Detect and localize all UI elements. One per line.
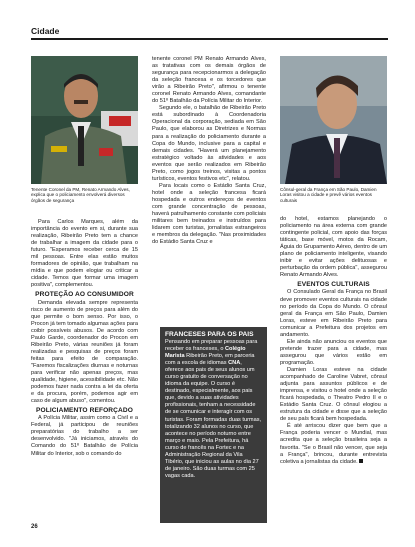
- sidebar-box: [160, 327, 267, 523]
- paragraph: O Consulado Geral da França no Brasil deve promover eventos culturais na cidade no período da Copa do Mundo. O cônsul geral da França em São Paulo, Damien Loras, esteve em Ribeirão Preto para comunicar a Prefeitura dos projetos em andamento.: [280, 289, 387, 338]
- paragraph: Demanda elevada sempre representa risco de aumento de preços para além do que permite o bom senso. Por isso, o Procon já tem tomado algumas ações para coibir possíveis abusos. De acordo com Paulo Garde, coordenador do Procon em Ribeirão Preto, várias reuniões já foram realizadas e pesquisas de preços foram feitas para efeito de comparação. "Faremos fiscalizações diurnas e noturnas para verificar não apenas preços, mas qualidade, higiene, acessibilidade etc. Não podemos fazer nada contra a lei da oferta e da procura, porém, podemos agir em caso de algum abuso", comentou.: [31, 299, 138, 405]
- column-2: [152, 56, 266, 246]
- photo-officer: [31, 56, 138, 184]
- consul-image: [280, 56, 387, 184]
- paragraph: Ele ainda não anunciou os eventos que pretende trazer para a cidade, mas assegurou que vários estão em programação.: [280, 338, 387, 366]
- sidebar-text: Pensando em preparar pessoas para receber os franceses, o Colégio Marista Ribeirão Preto, em parceria com a escola de idiomas CNA, oferece aos pais de seus alunos um curso gratuito de conversação no idioma da equipe. O curso é destinado, especialmente, aos pais que, devido a suas atividades profissionais, tenham a necessidade de se comunicar e interagir com os turistas. Foram formadas duas turmas, totalizando 32 alunos no curso, que acontece no período noturno entre março e maio. Pela Prefeitura, há curso de francês na Fortec e na Administração Regional da Vila Tibério, que iniciou as aulas no dia 27 de janeiro. São duas turmas com 25 vagas cada.: [165, 339, 262, 479]
- paragraph: Damien Loras esteve na cidade acompanhado de Caroline Vabret, cônsul adjunta para assuntos públicos e de imprensa, e visitou o hotel onde a seleção ficará hospedada, o Theatro Pedro II e o Estádio Santa Cruz. O cônsul elogiou a estrutura da cidade e disse que a seleção de seu país ficará bem hospedada.: [280, 366, 387, 423]
- subhead-consumer: PROTEÇÃO AO CONSUMIDOR: [35, 291, 134, 299]
- photo-consul-caption: Cônsul-geral da França em São Paulo, Damien Loras visitou a cidade e prevê vários eventos culturais: [280, 187, 377, 203]
- paragraph: Segundo ele, o batalhão de Ribeirão Preto está subordinado à Coordenadoria Operacional da corporação, sediada em São Paulo, que elaborou as Diretrizes e Normas para a realização do policiamento durante a Copa do Mundo, inclusive para a capital e demais cidades. "Haverá um planejamento estratégico voltado às atividades e aos eventos que serão realizados em Ribeirão Preto, como jogos treinos, visitas a pontos turísticos, eventos festivos etc", relatou.: [152, 105, 266, 182]
- sidebar-title: FRANCESES PARA OS PAIS: [165, 331, 254, 338]
- paragraph-last: É até arriscou dizer que bem que a França poderia vencer o Mundial, mas acredita que a seleção brasileira seja a favorita. "Se o Brasil não vencer, que seja a França", brincou, durante entrevista coletiva a jornalistas da cidade.: [280, 423, 387, 465]
- column-3: [280, 216, 387, 466]
- paragraph: tenente coronel PM Renato Armando Alves, as tratativas com os demais órgãos de segurança para recepcionarmos a delegação da seleção francesa e os torcedores que virão a Ribeirão Preto", afirmou o tenente coronel Renato Armando Alves, comandante do 51º Batalhão da Polícia Militar do Interior.: [152, 56, 266, 105]
- subhead-cultural-events: EVENTOS CULTURAIS: [297, 281, 370, 289]
- section-title: Cidade: [31, 26, 60, 36]
- paragraph: do hotel, estamos planejando o policiamento na área externa com grande contingente policial, com apoio das forças táticas, base móvel, motos da Rocam, Águia do Grupamento Aéreo, dentro de um plano de policiamento inteligente, visando inibir e evitar ações delituosas e perturbação da ordem pública", assegurou Renato Armando Alves.: [280, 216, 387, 279]
- column-1: [31, 219, 138, 458]
- page-number: 26: [31, 524, 38, 530]
- paragraph: Para locais como o Estádio Santa Cruz, hotel onde a seleção francesa ficará hospedada e outros endereços de eventos com grande concentração de pessoas, haverá patrulhamento constante com policiais militares bem treinados e instruídos para lidarem com turistas, jornalistas estrangeiros e membros da delegação. "Nas proximidades do Estádio Santa Cruz e: [152, 182, 266, 246]
- end-of-article-square-icon: [359, 459, 363, 463]
- paragraph: A Polícia Militar, assim como a Civil e a Federal, já participou de reuniões preparatórias do trabalho a ser desenvolvido. "Já iniciamos, através do Comando do 51º Batalhão de Polícia Militar do Interior, sob o comando do: [31, 415, 138, 457]
- officer-image: [31, 56, 138, 184]
- subhead-policing: POLICIAMENTO REFORÇADO: [36, 407, 133, 415]
- photo-consul: [280, 56, 387, 184]
- photo-officer-caption: Tenente Coronel da PM, Renato Armando Alves, explica que o policiamento envolverá diversos órgãos de segurança: [31, 187, 130, 203]
- section-rule: [31, 38, 388, 40]
- paragraph: Para Carlos Marques, além da importância do evento em si, durante sua realização, Ribeirão Preto tem a chance de trabalhar a imagem da cidade para o futuro. "Esperamos receber cerca de 15 mil pessoas. Entre elas estão muitos formadores de opinião, que trabalham na mídia e que podem elogiar ou criticar a cidade. Temos que formar uma imagem positiva", complementou.: [31, 219, 138, 289]
